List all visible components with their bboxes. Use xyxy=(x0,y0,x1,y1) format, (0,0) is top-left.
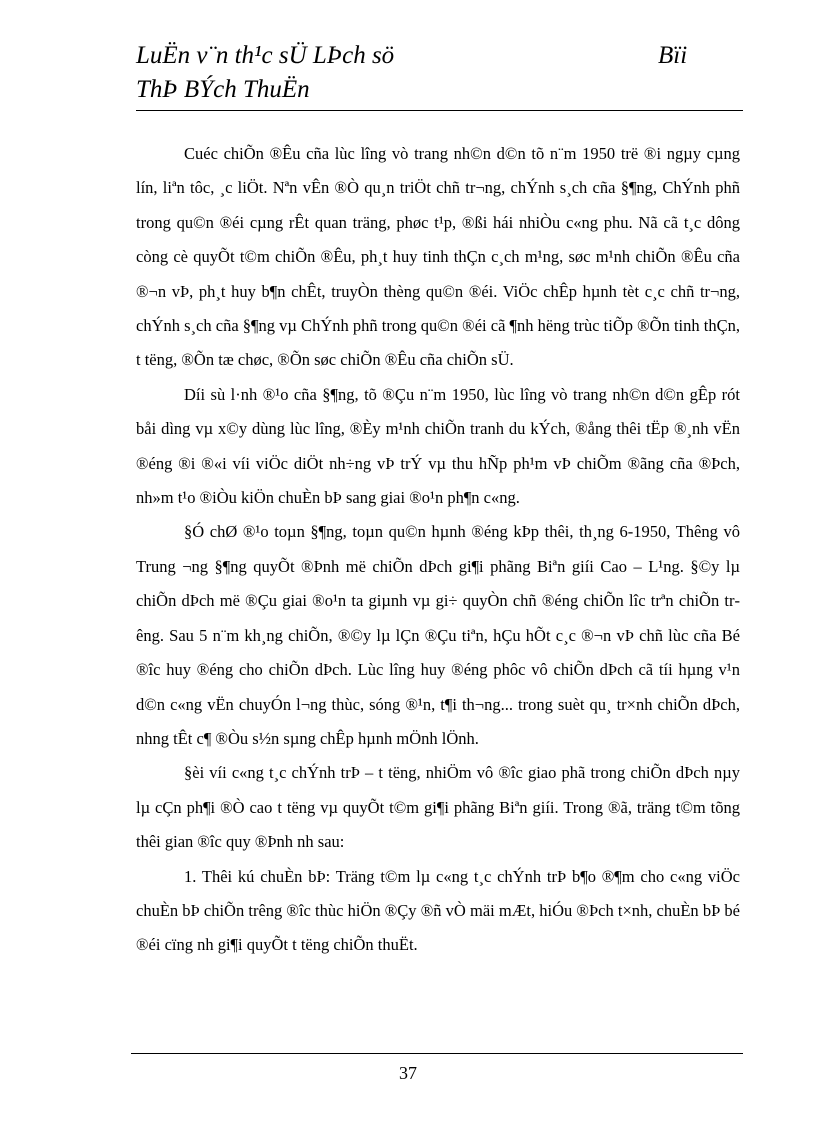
header-title-line2: ThÞ BÝch ThuËn xyxy=(136,76,310,103)
header-author-surname: Bïi xyxy=(658,42,688,69)
paragraph-5: 1. Thêi kú chuÈn bÞ: Träng t©m lµ c«ng t¸c chÝnh trÞ b¶o ®¶m cho c«ng viÖc chuÈn bÞ chiÕn trêng ®îc thùc hiÖn ®Çy ®ñ vÒ mäi mÆt, hiÓu ®Þch t×nh, chuÈn bÞ bé ®éi cïng nh gi¶i quyÕt t tëng chiÕn thuËt. xyxy=(136,866,740,955)
paragraph-3: §Ó chØ ®¹o toµn §¶ng, toµn qu©n hµnh ®éng kÞp thêi, th¸ng 6-1950, Thêng vô Trung ¬ng §¶ng quyÕt ®Þnh më chiÕn dÞch gi¶i phãng Biªn giíi Cao – L¹ng. §©y lµ chiÕn dÞch më ®Çu giai ®o¹n ta giµnh vµ gi÷ quyÒn chñ ®éng chiÕn lîc trªn chiÕn trêng. Sau 5 n¨m kh¸ng chiÕn, ®©y lµ lÇn ®Çu tiªn, hÇu hÕt c¸c ®¬n vÞ chñ lùc cña Bé ®îc huy ®éng cho chiÕn dÞch. Lùc lîng huy ®éng phôc vô chiÕn dÞch cã tíi hµng v¹n d©n c«ng vËn chuyÓn l¬ng thùc, sóng ®¹n, t¶i th¬ng... trong suèt qu¸ tr×nh chiÕn dÞch, nhng tÊt c¶ ®Òu s½n sµng chÊp hµnh mÖnh lÖnh. xyxy=(136,522,740,748)
paragraph-2: Díi sù l·nh ®¹o cña §¶ng, tõ ®Çu n¨m 1950, lùc lîng vò trang nh©n d©n gÊp rót båi dìng vµ x©y dùng lùc lîng, ®Èy m¹nh chiÕn tranh du kÝch, ®ång thêi tËp ®¸nh vËn ®éng ®i ®«i víi viÖc diÖt nh÷ng vÞ trÝ vµ thu hÑp ph¹m vÞ chiÕm ®ãng cña ®Þch, nh»m t¹o ®iÒu kiÖn chuÈn bÞ sang giai ®o¹n ph¶n c«ng. xyxy=(136,384,740,508)
header-title-line1: LuËn v¨n th¹c sÜ LÞch sö xyxy=(136,42,395,69)
header-divider xyxy=(136,110,743,111)
footer-divider xyxy=(131,1053,743,1054)
running-header xyxy=(136,40,743,110)
paragraph-1: Cuéc chiÕn ®Êu cña lùc lîng vò trang nh©n d©n tõ n¨m 1950 trë ®i ngµy cµng lín, liªn tôc, ¸c liÖt. Nªn vÊn ®Ò qu¸n triÖt chñ tr¬ng, chÝnh s¸ch cña §¶ng, ChÝnh phñ trong qu©n ®éi cµng rÊt quan träng, phøc t¹p, ®ßi hái nhiÒu c«ng phu. Nã cã t¸c dông còng cè quyÕt t©m chiÕn ®Êu, ph¸t huy tinh thÇn c¸ch m¹ng, søc m¹nh chiÕn ®Êu cña ®¬n vÞ, ph¸t huy b¶n chÊt, truyÒn thèng qu©n ®éi. ViÖc chÊp hµnh tèt c¸c chñ tr¬ng, chÝnh s¸ch cña §¶ng vµ ChÝnh phñ trong qu©n ®éi cã ¶nh hëng trùc tiÕp ®Õn tinh thÇn, t tëng, ®Õn tæ chøc, ®Õn søc chiÕn ®Êu cña chiÕn sÜ. xyxy=(136,144,740,370)
paragraph-4: §èi víi c«ng t¸c chÝnh trÞ – t tëng, nhiÖm vô ®îc giao phã trong chiÕn dÞch nµy lµ cÇn ph¶i ®Ò cao t tëng vµ quyÕt t©m gi¶i phãng Biªn giíi. Trong ®ã, träng t©m tõng thêi gian ®îc quy ®Þnh nh sau: xyxy=(136,763,740,852)
body-text xyxy=(136,137,740,963)
page-number: 37 xyxy=(399,1063,417,1083)
